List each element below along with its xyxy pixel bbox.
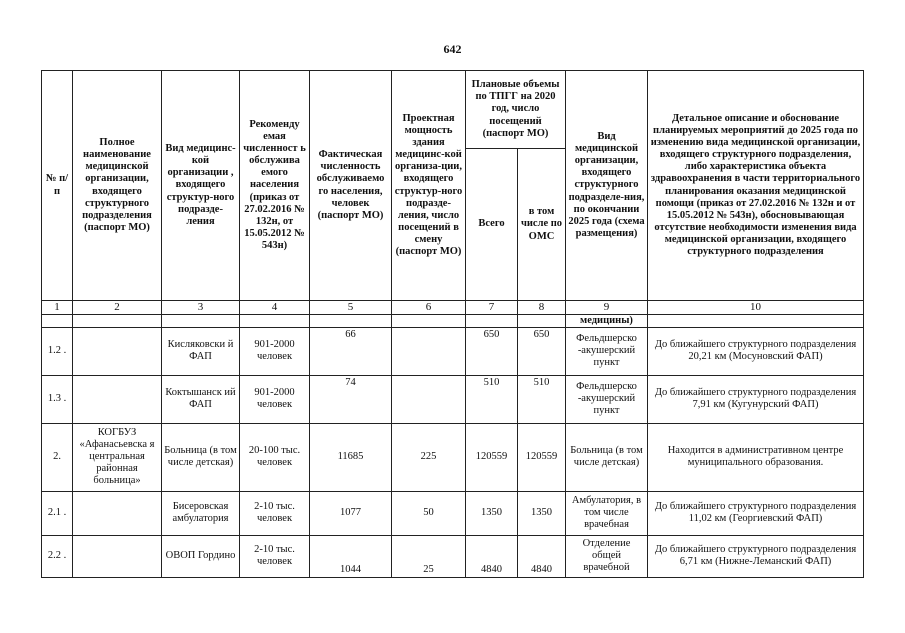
row-oms: 650 — [518, 327, 566, 375]
row-type-2025: Фельдшерско -акушерский пункт — [566, 375, 648, 423]
row-actual: 74 — [310, 375, 392, 423]
column-number: 5 — [310, 301, 392, 315]
row-capacity — [392, 327, 466, 375]
row-total: 510 — [466, 375, 518, 423]
row-oms: 4840 — [518, 535, 566, 577]
continuation-text: медицины) — [566, 314, 648, 327]
column-number: 7 — [466, 301, 518, 315]
row-name — [73, 375, 162, 423]
row-number: 2.2 . — [42, 535, 73, 577]
row-actual: 66 — [310, 327, 392, 375]
table-row — [42, 423, 864, 491]
column-number: 4 — [240, 301, 310, 315]
row-actual: 1077 — [310, 491, 392, 535]
table-row — [42, 535, 864, 577]
table-row — [42, 375, 864, 423]
row-total: 650 — [466, 327, 518, 375]
header-type-2025: Вид медицинской организации, входящего структурного подразделе-ния, по окончании 2025 года (схема размещения) — [566, 71, 648, 301]
row-description: До ближайшего структурного подразделения 20,21 км (Мосуновский ФАП) — [648, 327, 864, 375]
row-capacity: 50 — [392, 491, 466, 535]
row-recommended: 2-10 тыс. человек — [240, 491, 310, 535]
row-type: Коктышанск ий ФАП — [162, 375, 240, 423]
column-number: 2 — [73, 301, 162, 315]
column-number: 8 — [518, 301, 566, 315]
row-total: 120559 — [466, 423, 518, 491]
row-name — [73, 491, 162, 535]
header-org-type: Вид медицинс-кой организации , входящего структур-ного подразде-ления — [162, 71, 240, 301]
row-total: 4840 — [466, 535, 518, 577]
column-number: 3 — [162, 301, 240, 315]
row-oms: 510 — [518, 375, 566, 423]
row-recommended: 2-10 тыс. человек — [240, 535, 310, 577]
row-capacity: 25 — [392, 535, 466, 577]
row-type: Больница (в том числе детская) — [162, 423, 240, 491]
header-full-name: Полное наименование медицинской организации, входящего структурного подразделения (паспорт МО) — [73, 71, 162, 301]
row-name: КОГБУЗ «Афанасьевска я центральная районная больница» — [73, 423, 162, 491]
row-description: Находится в административном центре муниципального образования. — [648, 423, 864, 491]
row-number: 1.2 . — [42, 327, 73, 375]
column-number: 1 — [42, 301, 73, 315]
row-description: До ближайшего структурного подразделения 11,02 км (Георгиевский ФАП) — [648, 491, 864, 535]
column-number: 10 — [648, 301, 864, 315]
row-oms: 120559 — [518, 423, 566, 491]
page-number: 642 — [443, 42, 462, 56]
row-number: 2. — [42, 423, 73, 491]
row-total: 1350 — [466, 491, 518, 535]
row-oms: 1350 — [518, 491, 566, 535]
facilities-table — [41, 70, 864, 578]
table-row — [42, 491, 864, 535]
row-name — [73, 535, 162, 577]
header-total: Всего — [466, 149, 518, 301]
header-number: № п/п — [42, 71, 73, 301]
table-row — [42, 327, 864, 375]
header-recommended-population: Рекоменду емая численност ь обслужива емого населения (приказ от 27.02.2016 № 132н, от 15.05.2012 № 543н) — [240, 71, 310, 301]
header-oms: в том числе по ОМС — [518, 149, 566, 301]
header-planned-volumes: Плановые объемы по ТПГГ на 2020 год, число посещений (паспорт МО) — [466, 71, 566, 149]
row-type-2025: Больница (в том числе детская) — [566, 423, 648, 491]
row-type-2025: Отделение общей врачебной — [566, 535, 648, 577]
row-description: До ближайшего структурного подразделения 7,91 км (Кугунурский ФАП) — [648, 375, 864, 423]
row-description: До ближайшего структурного подразделения 6,71 км (Нижне-Леманский ФАП) — [648, 535, 864, 577]
row-recommended: 20-100 тыс. человек — [240, 423, 310, 491]
row-type: Бисеровская амбулатория — [162, 491, 240, 535]
row-name — [73, 327, 162, 375]
row-actual: 1044 — [310, 535, 392, 577]
row-recommended: 901-2000 человек — [240, 375, 310, 423]
row-type: ОВОП Гордино — [162, 535, 240, 577]
row-type-2025: Фельдшерско -акушерский пункт — [566, 327, 648, 375]
header-design-capacity: Проектная мощность здания медицинс-кой организа-ции, входящего структур-ного подразде-ления, число посещений в смену (паспорт МО) — [392, 71, 466, 301]
header-description: Детальное описание и обоснование планируемых мероприятий до 2025 года по изменению вида медицинской организации, входящего структурного подразделения, либо характеристика объекта здравоохранения в части территориального планирования оказания медицинской помощи (приказ от 27.02.2016 № 132н и от 15.05.2012 № 543н), обосновывающая отсутствие необходимости изменения вида медицинской организации, входящего структурного подразделения — [648, 71, 864, 301]
row-recommended: 901-2000 человек — [240, 327, 310, 375]
row-number: 1.3 . — [42, 375, 73, 423]
row-capacity — [392, 375, 466, 423]
column-number: 6 — [392, 301, 466, 315]
column-number: 9 — [566, 301, 648, 315]
row-actual: 11685 — [310, 423, 392, 491]
row-number: 2.1 . — [42, 491, 73, 535]
row-type-2025: Амбулатория, в том числе врачебная — [566, 491, 648, 535]
header-actual-population: Фактическая численность обслуживаемо го населения, человек (паспорт МО) — [310, 71, 392, 301]
row-type: Кисляковски й ФАП — [162, 327, 240, 375]
row-capacity: 225 — [392, 423, 466, 491]
